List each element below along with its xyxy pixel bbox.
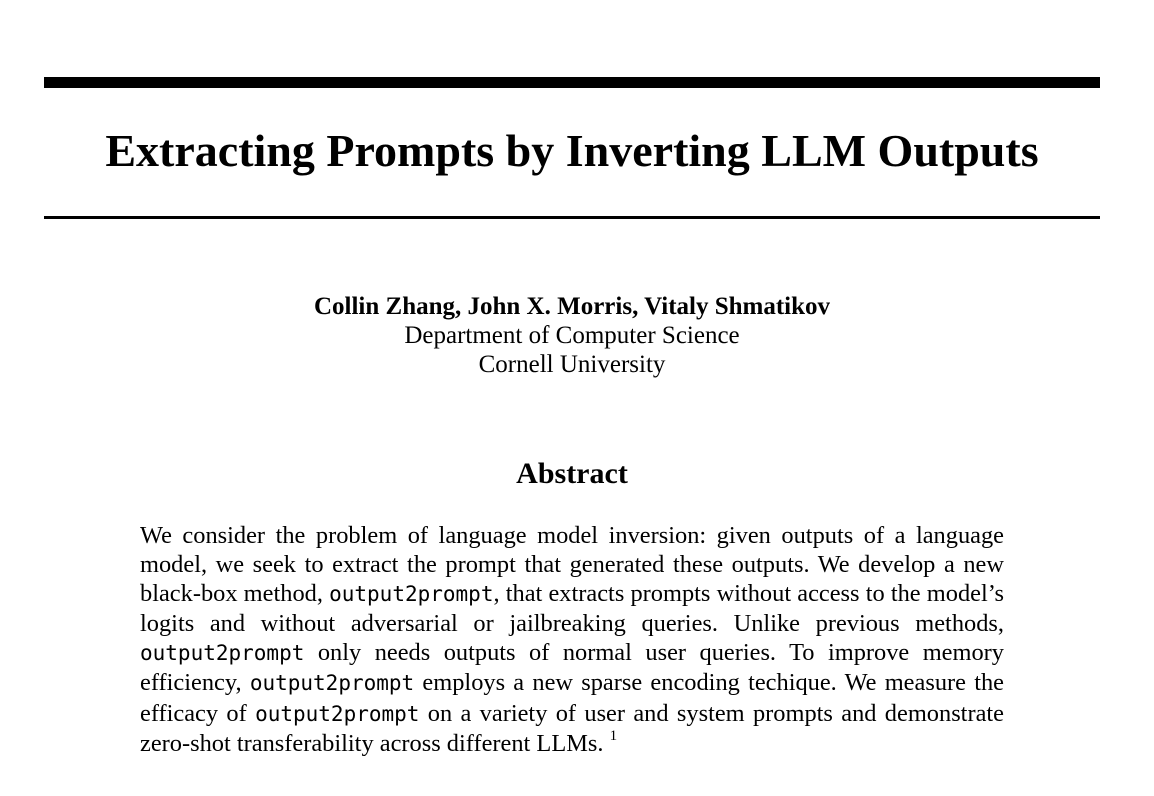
abstract-text-segment: We consider the problem of language model inversion: given outputs of a language model, we seek to extract the prompt that generated these outputs. We develop a new black-box method, (140, 522, 1004, 608)
abstract-body (140, 521, 1004, 758)
author-affiliation: Cornell University (478, 351, 666, 378)
abstract-text-segment: only needs outputs of normal user queries. To improve memory efficiency, (140, 639, 1004, 697)
footnote-marker[interactable]: 1 (609, 727, 618, 744)
title-bottom-rule (44, 216, 1100, 219)
abstract-text-segment: on a variety of user and system prompts and demonstrate zero-shot transferability across different LLMs. (140, 699, 1005, 757)
method-name-code: output2prompt (329, 582, 494, 607)
abstract-text-segment: employs a new sparse encoding techique. We measure the efficacy of (140, 669, 1004, 727)
author-department: Department of Computer Science (404, 322, 740, 349)
method-name-code: output2prompt (249, 671, 415, 696)
title-top-rule (44, 77, 1100, 88)
abstract-heading: Abstract (516, 457, 628, 490)
author-block (44, 292, 1100, 379)
paper-title: Extracting Prompts by Inverting LLM Outputs (105, 125, 1039, 176)
abstract-text-segment: , that extracts prompts without access to the model’s logits and without adversarial or jailbreaking queries. Unlike previous methods, (140, 580, 1005, 638)
method-name-code: output2prompt (140, 641, 305, 666)
method-name-code: output2prompt (255, 701, 420, 726)
author-names: Collin Zhang, John X. Morris, Vitaly Shmatikov (313, 293, 831, 320)
